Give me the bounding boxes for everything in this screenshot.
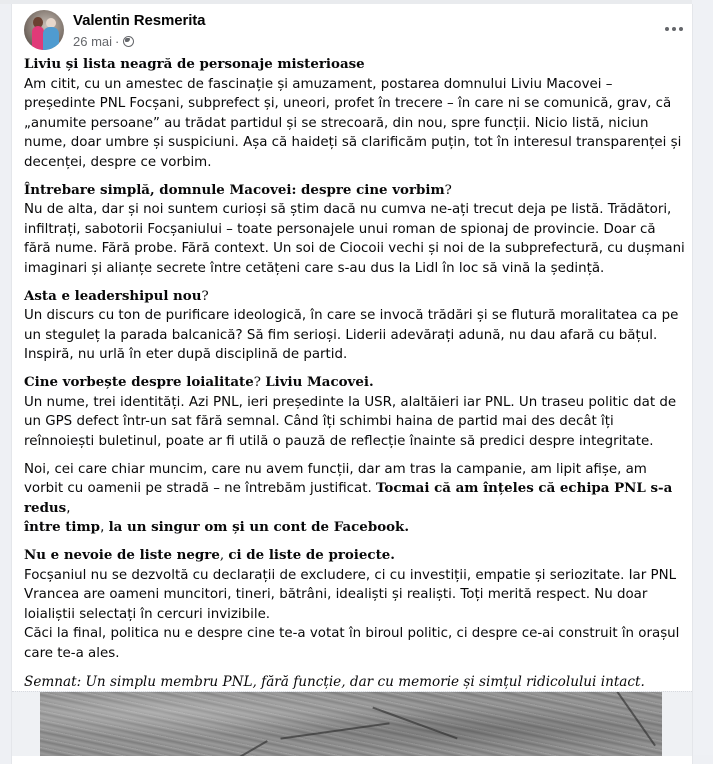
more-options-button[interactable] — [662, 21, 686, 37]
post-header — [24, 7, 684, 51]
paragraph-loyalty — [24, 373, 686, 451]
more-options-icon-dot — [665, 27, 669, 31]
photo-crack-detail — [232, 740, 268, 756]
heading-punctuation: ? — [444, 182, 452, 198]
paragraph-heading: Nu e nevoie de liste negre — [24, 547, 220, 563]
photo-crack-detail — [614, 692, 656, 746]
facebook-post — [11, 4, 693, 764]
paragraph-text: Un nume, trei identități. Azi PNL, ieri președinte la USR, alaltăieri iar PNL. Un traseu politic dat de un GPS defect într-un sat fără semnal. Când îți schimbi haina de partid mai des decât îți reînnoiești buletinul, poate ar fi utilă o pauză de reflecție înainte să predici despre integritate. — [24, 394, 677, 449]
paragraph-intro — [24, 55, 686, 172]
paragraph-text: Căci la final, politica nu e despre cine te-a votat în biroul politic, ci despre ce-ai construit în orașul care te-a ales. — [24, 626, 680, 661]
heading-punctuation: . — [368, 374, 374, 390]
paragraph-text: Focșaniul nu se dezvoltă cu declarații de excludere, ci cu investiții, empatie și seriozitate. Iar PNL Vrancea are oameni muncitori, tineri, bătrâni, idealiști și realiști. Toți merită respect. Nu doar loialiștii selectați în cercuri invizibile. — [24, 567, 677, 622]
paragraph-leadership — [24, 287, 686, 365]
paragraph-projects — [24, 546, 686, 663]
signature — [24, 673, 686, 693]
paragraph-text: Un discurs cu ton de purificare ideologică, în care se invocă trădări și se flutură moralitatea ca pe un steguleț la parada balcanică? Să fim serioși. Liderii adevărați adună, nu dau afară cu bățul. Inspiră, nu urlă în eter după disciplină de partid. — [24, 308, 679, 362]
heading-punctuation: ? — [201, 288, 209, 304]
stone-texture-photo[interactable] — [40, 692, 662, 756]
signature-text: : Un simplu membru PNL, fără funcție, dar cu memorie și simțul ridicolului intact. — [76, 674, 645, 690]
paragraph-text: Noi, cei care chiar muncim, care nu avem funcții, dar am tras la campanie, am lipit afișe, am vorbit cu oamenii pe stradă – ne întrebăm justificat. — [24, 461, 647, 496]
heading-name: Liviu Macovei — [265, 374, 369, 390]
paragraph-bold-text: Tocmai că am înțeles că echipa PNL s-a redus — [24, 480, 673, 516]
attached-media — [12, 691, 692, 756]
more-options-icon-dot — [672, 27, 676, 31]
author-name[interactable]: Valentin Resmerita — [73, 12, 206, 29]
author-avatar[interactable] — [24, 10, 64, 50]
paragraph-heading: Întrebare simplă, domnule Macovei: despre cine vorbim — [24, 181, 445, 198]
meta-separator: · — [115, 34, 120, 49]
post-meta — [73, 34, 134, 49]
paragraph-text: Nu de alta, dar și noi suntem curioși să știm dacă nu cumva ne-ați trecut deja pe listă. Trădători, infiltrați, sabotorii Focșaniului – toate personajele unui roman de spionaj de provincie. Doar că fără nume. Fără probe. Fără context. Un soi de Ciocoii vechi și noi de la subprefectură, cu dușmani imaginari și alianțe secrete între cetățeni care s-au dus la Lidl în loc să vină la ședință. — [24, 202, 685, 276]
paragraph-punctuation: , — [100, 520, 109, 535]
paragraph-heading: Liviu și lista neagră de personaje misterioase — [24, 56, 365, 72]
paragraph-punctuation: , — [66, 500, 71, 516]
post-date[interactable]: 26 mai — [73, 34, 113, 49]
paragraph-heading: Asta e leadershipul nou — [24, 287, 202, 304]
paragraph-question — [24, 181, 686, 279]
page-scroll-gutter — [692, 0, 713, 755]
paragraph-heading: Cine vorbește despre loialitate — [24, 374, 254, 390]
heading-punctuation: ? — [253, 375, 266, 390]
paragraph-text: Am citit, cu un amestec de fascinație și amuzament, postarea domnului Liviu Macovei – președinte PNL Focșani, subprefect și, uneori, profet în trecere – în care ni se comunică, grav, că „anumite persoane” au trădat partidul și se strecoară, din nou, spre funcții. Nicio listă, niciun nume, doar umbre și suspiciuni. Așa că haideți să clarificăm puțin, tot în interesul transparenței și decenței, despre ce vorbim. — [24, 76, 682, 170]
paragraph-heading: ci de liste de proiecte. — [228, 547, 395, 563]
paragraph-bold-text: între timp — [24, 519, 101, 535]
paragraph-bold-text: la un singur om și un cont de Facebook. — [108, 519, 409, 535]
photo-crack-detail — [280, 722, 389, 739]
avatar-figure-2 — [43, 27, 59, 50]
globe-icon[interactable] — [123, 36, 134, 47]
post-body — [24, 55, 686, 701]
paragraph-we-work — [24, 460, 686, 538]
more-options-icon-dot — [679, 27, 683, 31]
signature-label: Semnat — [24, 674, 77, 690]
heading-punctuation: , — [219, 548, 229, 563]
